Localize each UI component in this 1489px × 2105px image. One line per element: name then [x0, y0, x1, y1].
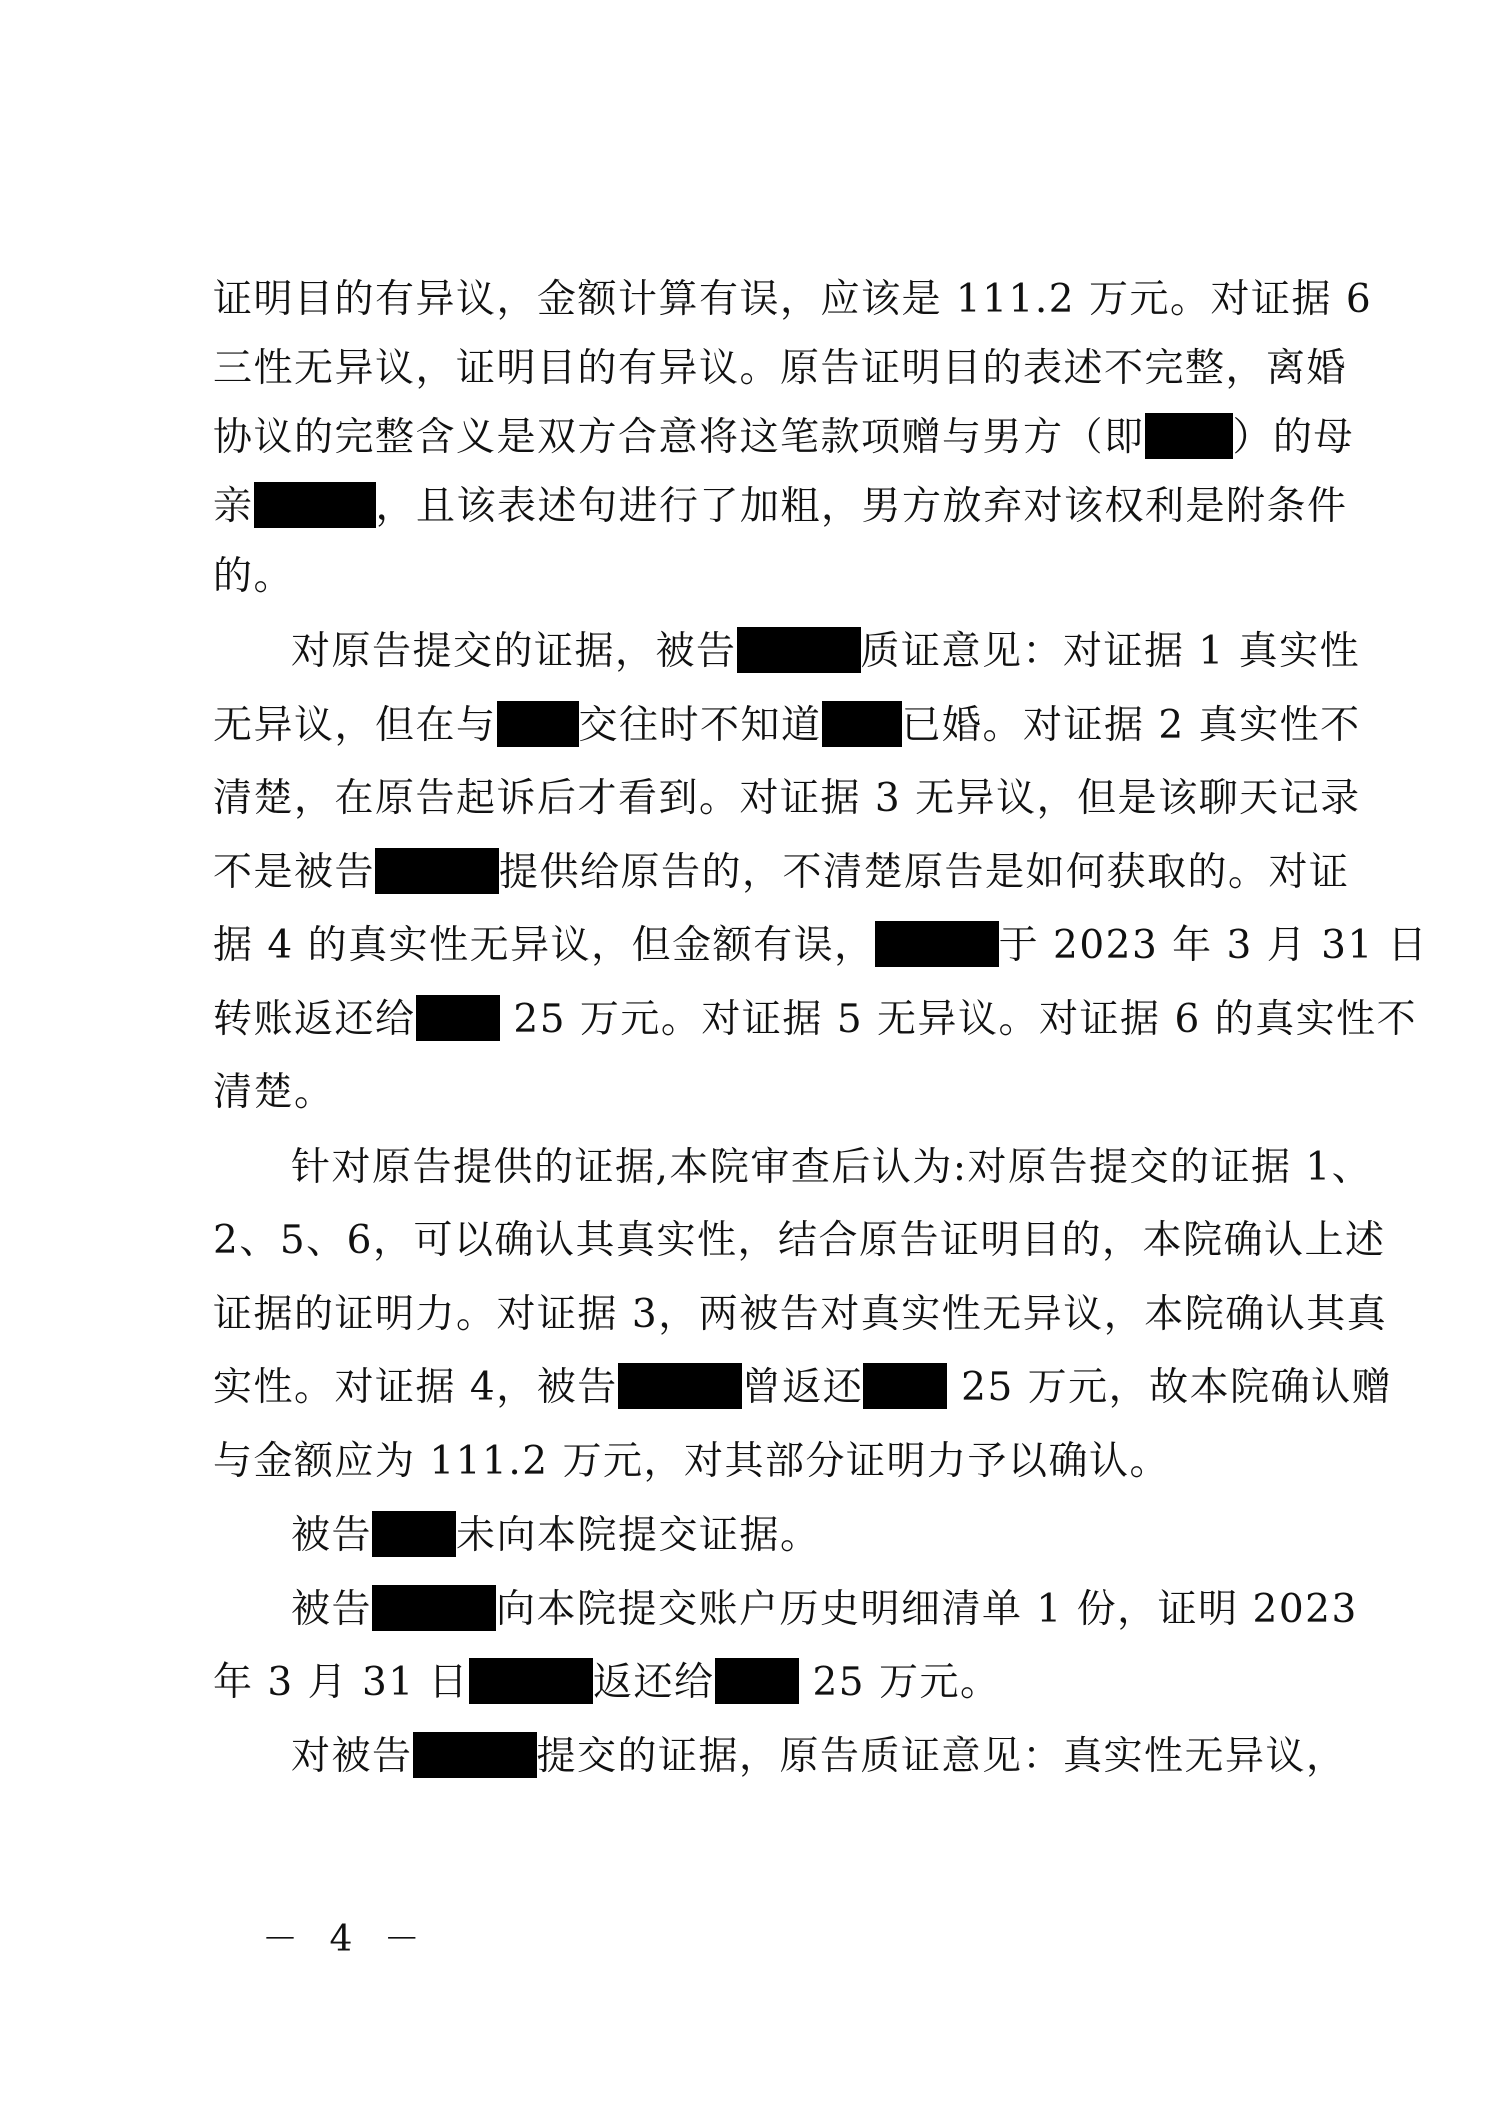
redaction-block: [254, 482, 376, 528]
text-line: [213, 1063, 1338, 1123]
text-line: [213, 408, 1355, 468]
text-segment: 针对原告提供的证据,本院审查后认为:对原告提交的证据 1、: [291, 1145, 1373, 1190]
text-segment: 交往时不知道: [578, 703, 822, 748]
redaction-block: [497, 701, 579, 747]
page-number: － 4 －: [262, 1919, 430, 1960]
text-line: [213, 1432, 1338, 1492]
text-segment: 25 万元。: [798, 1660, 1001, 1705]
text-segment: 被告: [291, 1513, 373, 1558]
text-segment: 年 3 月 31 日: [213, 1660, 470, 1705]
text-segment: ，且该表述句进行了加粗，男方放弃对该权利是附条件: [375, 484, 1348, 529]
redaction-block: [372, 1585, 496, 1631]
redaction-block: [375, 848, 499, 894]
redaction-block: [1145, 413, 1233, 459]
text-segment: 亲: [213, 484, 254, 529]
text-segment: 被告: [291, 1587, 373, 1632]
text-line: [213, 270, 1373, 330]
redaction-block: [715, 1658, 799, 1704]
text-segment: ）的母: [1232, 415, 1355, 460]
text-line: [213, 843, 1350, 903]
text-line: [291, 622, 1361, 682]
text-segment: 于 2023 年 3 月 31 日: [998, 923, 1429, 968]
text-line: [213, 1653, 1338, 1713]
redaction-block: [737, 627, 861, 673]
redaction-block: [413, 1732, 537, 1778]
text-line: [291, 1580, 1358, 1640]
text-segment: 清楚。: [213, 1070, 335, 1115]
text-line: [213, 696, 1361, 756]
text-line: [213, 769, 1361, 829]
text-line: [291, 1506, 1338, 1566]
text-segment: 提供给原告的，不清楚原告是如何获取的。对证: [499, 850, 1350, 895]
text-segment: 据 4 的真实性无异议，但金额有误，: [213, 923, 875, 968]
text-line: [213, 477, 1348, 537]
text-line: [291, 1138, 1373, 1198]
text-line: [291, 1727, 1347, 1787]
text-line: [213, 547, 1338, 607]
text-segment: 对被告: [291, 1734, 413, 1779]
redaction-block: [875, 921, 999, 967]
text-segment: 对原告提交的证据，被告: [291, 629, 737, 674]
text-segment: 的。: [213, 554, 295, 599]
redaction-block: [863, 1363, 947, 1409]
text-segment: 提交的证据，原告质证意见：真实性无异议，: [536, 1734, 1347, 1779]
text-segment: 实性。对证据 4，被告: [213, 1365, 618, 1410]
text-line: [213, 339, 1348, 399]
text-segment: 三性无异议，证明目的有异议。原告证明目的表述不完整，离婚: [213, 346, 1348, 391]
redaction-block: [372, 1511, 456, 1557]
text-line: [213, 916, 1429, 976]
text-segment: 无异议，但在与: [213, 703, 497, 748]
text-segment: 证据的证明力。对证据 3，两被告对真实性无异议，本院确认其真: [213, 1292, 1388, 1337]
text-segment: 与金额应为 111.2 万元，对其部分证明力予以确认。: [213, 1439, 1170, 1484]
text-line: [213, 990, 1418, 1050]
redaction-block: [618, 1363, 742, 1409]
text-segment: 未向本院提交证据。: [456, 1513, 821, 1558]
text-segment: 已婚。对证据 2 真实性不: [901, 703, 1361, 748]
text-segment: 2、5、6，可以确认其真实性，结合原告证明目的，本院确认上述: [213, 1218, 1386, 1263]
redaction-block: [416, 995, 500, 1041]
text-segment: 向本院提交账户历史明细清单 1 份，证明 2023: [496, 1587, 1358, 1632]
text-segment: 质证意见：对证据 1 真实性: [860, 629, 1361, 674]
text-segment: 证明目的有异议，金额计算有误，应该是 111.2 万元。对证据 6: [213, 277, 1373, 322]
text-line: [213, 1285, 1388, 1345]
text-line: [213, 1211, 1386, 1271]
redaction-block: [469, 1658, 593, 1704]
text-segment: 25 万元。对证据 5 无异议。对证据 6 的真实性不: [499, 997, 1418, 1042]
text-segment: 25 万元，故本院确认赠: [947, 1365, 1393, 1410]
text-segment: 转账返还给: [213, 997, 416, 1042]
redaction-block: [822, 701, 902, 747]
text-line: [213, 1358, 1393, 1418]
text-segment: 曾返还: [741, 1365, 864, 1410]
text-segment: 不是被告: [213, 850, 376, 895]
text-segment: 返还给: [593, 1660, 715, 1705]
text-segment: 协议的完整含义是双方合意将这笔款项赠与男方（即: [213, 415, 1145, 460]
text-segment: 清楚，在原告起诉后才看到。对证据 3 无异议，但是该聊天记录: [213, 776, 1361, 821]
